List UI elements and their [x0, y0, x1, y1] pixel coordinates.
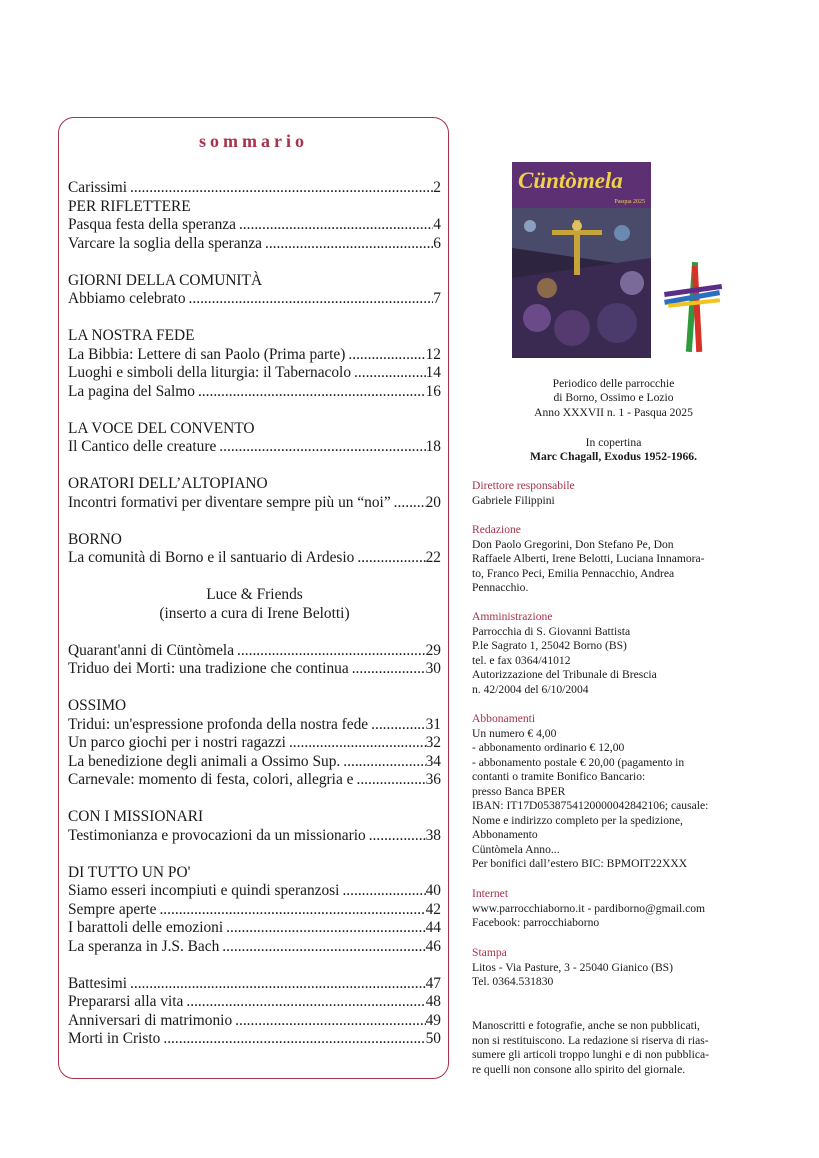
admin-line: Parrocchia di S. Giovanni Battista — [472, 624, 631, 638]
cover-caption: In copertina — [585, 436, 642, 449]
toc-entry — [68, 901, 441, 920]
toc-section-heading: LA VOCE DEL CONVENTO — [68, 419, 255, 437]
admin-block — [472, 610, 755, 697]
admin-line: P.le Sagrato 1, 25042 Borno (BS) — [472, 639, 627, 652]
internet-line: Facebook: parrocchiaborno — [472, 916, 600, 929]
toc-list — [68, 179, 441, 1049]
toc-entry — [68, 549, 441, 568]
toc-entry-page: 47 — [425, 974, 441, 992]
toc-entry — [68, 642, 441, 661]
toc-entry-page: 44 — [425, 919, 441, 936]
admin-line: tel. e fax 0364/41012 — [472, 653, 571, 667]
toc-entry-title: La benedizione degli animali a Ossimo Sup. — [68, 752, 341, 770]
disclaimer-block — [472, 1019, 755, 1077]
toc-entry-page: 40 — [425, 882, 441, 899]
subscriptions-line: Abbonamento — [472, 828, 538, 841]
internet-line: www.parrocchiaborno.it - pardiborno@gmail.com — [472, 901, 706, 915]
editorial-block — [472, 523, 755, 596]
periodical-line: di Borno, Ossimo e Lozio — [553, 391, 674, 405]
editorial-label: Redazione — [472, 523, 521, 536]
editorial-line: Raffaele Alberti, Irene Belotti, Luciana Innamora- — [472, 552, 705, 565]
toc-entry-page: 6 — [433, 234, 441, 252]
toc-entry — [68, 660, 441, 679]
cover-thumbnail — [512, 162, 651, 358]
toc-section-heading: DI TUTTO UN PO' — [68, 863, 191, 881]
toc-spacer — [68, 401, 441, 420]
toc-entry-title: Un parco giochi per i nostri ragazzi — [68, 734, 286, 751]
toc-entry-page: 46 — [425, 937, 441, 955]
toc-entry-title: La pagina del Salmo — [68, 382, 195, 400]
toc-leader-dots — [127, 975, 426, 994]
toc-entry — [68, 771, 441, 790]
toc-leader-dots — [232, 1012, 425, 1031]
toc-entry-title: Carissimi — [68, 179, 127, 196]
toc-entry-title: Carnevale: momento di festa, colori, allegria e — [68, 771, 354, 788]
toc-section-heading: LA NOSTRA FEDE — [68, 327, 195, 344]
editorial-line: Pennacchio. — [472, 581, 529, 594]
periodical-line: Anno XXXVII n. 1 - Pasqua 2025 — [534, 405, 693, 419]
toc-spacer — [68, 845, 441, 864]
disclaimer-line: Manoscritti e fotografie, anche se non pubblicati, — [472, 1019, 700, 1032]
toc-leader-dots — [195, 383, 426, 402]
toc-leader-dots — [223, 919, 425, 938]
toc-box — [58, 117, 449, 1079]
toc-leader-dots — [160, 1030, 425, 1049]
toc-leader-dots — [216, 438, 425, 457]
toc-entry — [68, 919, 441, 938]
toc-leader-dots — [286, 734, 426, 753]
toc-entry — [68, 734, 441, 753]
cover-edition-tag: Pasqua 2025 — [614, 199, 645, 205]
toc-entry-page: 36 — [425, 771, 441, 788]
toc-leader-dots — [127, 179, 433, 198]
toc-leader-dots — [340, 753, 425, 772]
print-line: Tel. 0364.531830 — [472, 975, 554, 988]
toc-leader-dots — [391, 494, 426, 513]
toc-entry-title: La speranza in J.S. Bach — [68, 937, 220, 955]
toc-entry — [68, 235, 441, 254]
internet-block — [472, 887, 755, 931]
print-label: Stampa — [472, 946, 507, 959]
toc-entry — [68, 364, 441, 383]
toc-spacer — [68, 790, 441, 809]
toc-section-heading: GIORNI DELLA COMUNITÀ — [68, 271, 263, 289]
toc-entry — [68, 993, 441, 1012]
toc-entry — [68, 882, 441, 901]
parish-logo-cross-icon — [662, 258, 724, 356]
toc-entry-title: Morti in Cristo — [68, 1030, 161, 1047]
subscriptions-line: - abbonamento ordinario € 12,00 — [472, 741, 625, 754]
toc-entry — [68, 1012, 441, 1031]
toc-section-heading: OSSIMO — [68, 697, 127, 714]
disclaimer-line: re quelli non consone allo spirito del giornale. — [472, 1062, 686, 1076]
toc-section-heading: ORATORI DELL’ALTOPIANO — [68, 475, 268, 492]
toc-entry-title: Tridui: un'espressione profonda della nostra fede — [68, 715, 369, 733]
editorial-line: Don Paolo Gregorini, Don Stefano Pe, Don — [472, 537, 674, 551]
subscriptions-line: Nome e indirizzo completo per la spedizione, — [472, 813, 683, 827]
toc-leader-dots — [353, 771, 425, 790]
disclaimer-line: non si restituiscono. La redazione si riserva di rias- — [472, 1033, 709, 1047]
toc-leader-dots — [345, 346, 425, 365]
toc-entry-page: 50 — [425, 1030, 441, 1047]
toc-spacer — [68, 309, 441, 328]
toc-entry-page: 22 — [425, 549, 441, 566]
toc-leader-dots — [349, 660, 426, 679]
toc-entry-title: Prepararsi alla vita — [68, 993, 184, 1010]
toc-entry-page: 14 — [425, 364, 441, 381]
toc-leader-dots — [219, 938, 425, 957]
editorial-line: to, Franco Peci, Emilia Pennacchio, Andrea — [472, 566, 675, 580]
toc-entry-title: Luoghi e simboli della liturgia: il Tabernacolo — [68, 364, 352, 381]
toc-leader-dots — [236, 216, 433, 235]
subscriptions-line: Un numero € 4,00 — [472, 726, 557, 740]
cover-magazine-name: Cüntòmela — [518, 168, 623, 193]
toc-entry — [68, 346, 441, 365]
director-label: Direttore responsabile — [472, 479, 575, 492]
subscriptions-label: Abbonamenti — [472, 712, 536, 725]
toc-entry-page: 38 — [425, 826, 441, 844]
toc-spacer — [68, 457, 441, 476]
director-name: Gabriele Filippini — [472, 493, 555, 507]
toc-insert-note: (inserto a cura di Irene Belotti) — [159, 604, 350, 622]
toc-entry — [68, 975, 441, 994]
toc-entry — [68, 290, 441, 309]
toc-entry — [68, 1030, 441, 1049]
admin-label: Amministrazione — [472, 610, 553, 623]
toc-section-heading: PER RIFLETTERE — [68, 197, 191, 215]
toc-entry-page: 48 — [425, 993, 441, 1010]
director-block — [472, 479, 755, 508]
toc-leader-dots — [234, 642, 426, 661]
cover-credit — [472, 436, 755, 465]
toc-spacer — [68, 623, 441, 642]
toc-entry-title: Il Cantico delle creature — [68, 438, 217, 455]
toc-entry-title: Varcare la soglia della speranza — [68, 234, 262, 252]
toc-spacer — [68, 568, 441, 587]
toc-entry-page: 7 — [433, 290, 441, 307]
toc-entry-title: Anniversari di matrimonio — [68, 1011, 233, 1029]
admin-line: Autorizzazione del Tribunale di Brescia — [472, 668, 657, 681]
toc-entry — [68, 383, 441, 402]
toc-entry — [68, 716, 441, 735]
disclaimer-line: sumere gli articoli troppo lunghi e di non pubblica- — [472, 1048, 709, 1061]
toc-leader-dots — [156, 901, 425, 920]
toc-entry-title: Pasqua festa della speranza — [68, 216, 236, 233]
toc-entry-title: Battesimi — [68, 974, 127, 992]
subscriptions-line: presso Banca BPER — [472, 784, 566, 798]
toc-entry-page: 29 — [425, 641, 441, 659]
toc-spacer — [68, 679, 441, 698]
toc-entry-page: 30 — [425, 660, 441, 677]
toc-entry-title: Triduo dei Morti: una tradizione che continua — [68, 660, 349, 677]
admin-line: n. 42/2004 del 6/10/2004 — [472, 682, 589, 696]
toc-entry-title: Siamo esseri incompiuti e quindi speranzosi — [68, 882, 340, 899]
toc-entry-title: Abbiamo celebrato — [68, 290, 186, 307]
print-line: Litos - Via Pasture, 3 - 25040 Gianico (BS) — [472, 960, 673, 974]
toc-section-heading: CON I MISSIONARI — [68, 808, 204, 825]
toc-spacer — [68, 253, 441, 272]
subscriptions-block — [472, 712, 755, 872]
toc-entry — [68, 494, 441, 513]
toc-entry — [68, 753, 441, 772]
toc-entry — [68, 938, 441, 957]
subscriptions-line: Cüntòmela Anno... — [472, 842, 560, 856]
toc-entry-page: 18 — [425, 438, 441, 455]
toc-entry-page: 2 — [433, 179, 441, 196]
toc-entry-page: 49 — [425, 1011, 441, 1029]
toc-entry-title: Quarant'anni di Cüntòmela — [68, 641, 235, 659]
toc-leader-dots — [354, 549, 425, 568]
toc-entry-title: Testimonianza e provocazioni da un missionario — [68, 826, 366, 844]
toc-insert-note: Luce & Friends — [206, 586, 303, 603]
toc-entry-page: 32 — [425, 734, 441, 751]
toc-leader-dots — [368, 716, 425, 735]
toc-entry-title: Incontri formativi per diventare sempre più un “noi” — [68, 493, 391, 511]
toc-spacer — [68, 512, 441, 531]
toc-entry-page: 31 — [425, 715, 441, 733]
toc-section-heading: BORNO — [68, 530, 122, 548]
toc-entry-page: 12 — [425, 345, 441, 363]
periodical-line: Periodico delle parrocchie — [552, 377, 675, 390]
toc-entry — [68, 216, 441, 235]
toc-spacer — [68, 956, 441, 975]
subscriptions-line: IBAN: IT17D0538754120000042842106; causale: — [472, 799, 709, 812]
toc-entry-title: La comunità di Borno e il santuario di Ardesio — [68, 549, 355, 566]
print-block — [472, 946, 755, 990]
toc-title: sommario — [199, 131, 308, 151]
toc-entry-page: 34 — [425, 752, 441, 770]
toc-entry-page: 42 — [425, 900, 441, 918]
toc-leader-dots — [351, 364, 426, 383]
toc-entry-page: 4 — [433, 216, 441, 233]
toc-entry-title: La Bibbia: Lettere di san Paolo (Prima parte) — [68, 345, 346, 363]
periodical-info — [472, 377, 755, 420]
toc-leader-dots — [262, 235, 433, 254]
toc-entry-page: 20 — [425, 493, 441, 511]
toc-leader-dots — [366, 827, 426, 846]
cover-artwork-credit: Marc Chagall, Exodus 1952-1966. — [530, 450, 697, 464]
toc-entry — [68, 827, 441, 846]
toc-entry — [68, 179, 441, 198]
subscriptions-line: - abbonamento postale € 20,00 (pagamento in — [472, 755, 685, 769]
toc-entry-title: I barattoli delle emozioni — [68, 919, 224, 936]
toc-entry-title: Sempre aperte — [68, 900, 157, 918]
toc-leader-dots — [339, 882, 425, 901]
subscriptions-line: Per bonifici dall’estero BIC: BPMOIT22XXX — [472, 857, 688, 870]
internet-label: Internet — [472, 887, 509, 900]
toc-leader-dots — [183, 993, 425, 1012]
subscriptions-line: contanti o tramite Bonifico Bancario: — [472, 770, 646, 783]
toc-entry-page: 16 — [425, 382, 441, 400]
toc-leader-dots — [186, 290, 434, 309]
toc-entry — [68, 438, 441, 457]
cover-artwork-image — [512, 208, 651, 358]
